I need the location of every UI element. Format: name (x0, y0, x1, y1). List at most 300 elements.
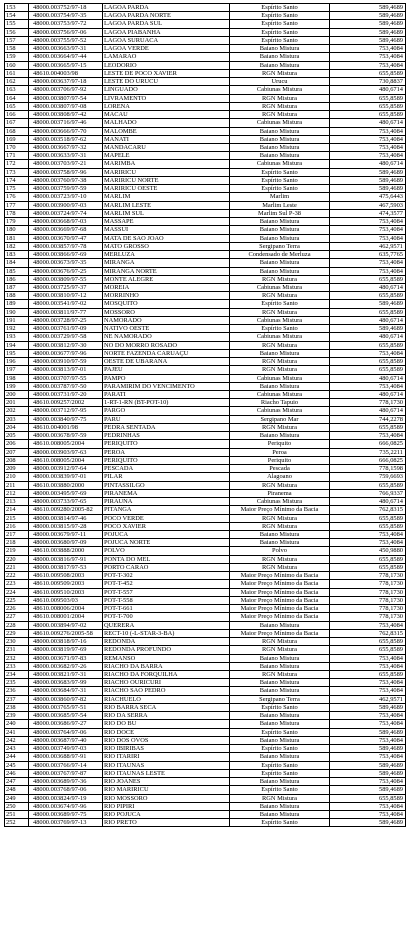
field-name-cell: RIO POJUCA (103, 811, 230, 818)
field-name-cell: POT-T-661 (103, 605, 230, 612)
table-row (5, 753, 406, 761)
table-row (5, 704, 406, 712)
reference-price-cell: 744,2278 (330, 416, 406, 423)
reference-price-cell: 753,4084 (330, 432, 406, 439)
table-row (5, 597, 406, 605)
process-code-cell: 48610.009276/2005-58 (29, 630, 103, 637)
field-name-cell: REDONDA (103, 638, 230, 645)
field-name-cell: PITANGA (103, 506, 230, 513)
reference-price-cell: 480,6714 (330, 119, 406, 126)
reference-price-cell: 753,4084 (330, 811, 406, 818)
table-row (5, 383, 406, 391)
row-number-cell: 217 (5, 531, 29, 538)
process-code-cell: 48000.003541/97-02 (29, 300, 103, 307)
reference-price-cell: 589,4689 (330, 12, 406, 19)
field-name-cell: LAGOA PARDA NORTE (103, 12, 230, 19)
oil-type-cell: Baiano Mistura (230, 712, 330, 719)
table-row (5, 292, 406, 300)
reference-price-cell: 753,4084 (330, 144, 406, 151)
reference-price-cell: 655,8589 (330, 276, 406, 283)
oil-type-cell: Baiano Mistura (230, 753, 330, 760)
reference-price-cell: 655,8589 (330, 358, 406, 365)
oil-type-cell: Maior Preço Mínimo da Bacia (230, 605, 330, 612)
oil-type-cell: Espírito Santo (230, 169, 330, 176)
row-number-cell: 162 (5, 78, 29, 85)
reference-price-cell: 753,4084 (330, 720, 406, 727)
process-code-cell: 48000.003495/97-69 (29, 490, 103, 497)
reference-price-cell: 762,8315 (330, 630, 406, 637)
field-name-cell: LAGOA PARDA (103, 4, 230, 11)
process-code-cell: 48000.003733/97-65 (29, 498, 103, 505)
table-row (5, 712, 406, 720)
field-name-cell: MALHADO (103, 119, 230, 126)
oil-type-cell: Maior Preço Mínimo da Bacia (230, 572, 330, 579)
table-row (5, 309, 406, 317)
oil-type-cell: Alagoano (230, 473, 330, 480)
row-number-cell: 163 (5, 86, 29, 93)
oil-type-cell: Baiano Mistura (230, 679, 330, 686)
process-code-cell: 48000.003689/97-75 (29, 811, 103, 818)
row-number-cell: 219 (5, 547, 29, 554)
field-name-cell: NAMORADO (103, 317, 230, 324)
oil-type-cell: Baiano Mistura (230, 803, 330, 810)
field-name-cell: RIO MARIRICU (103, 786, 230, 793)
reference-price-cell: 655,8589 (330, 292, 406, 299)
row-number-cell: 176 (5, 193, 29, 200)
field-name-cell: MAPELE (103, 152, 230, 159)
table-row (5, 218, 406, 226)
oil-type-cell: RGN Mistura (230, 482, 330, 489)
field-name-cell: RIO ITAUNAS LESTE (103, 770, 230, 777)
oil-type-cell: Baiano Mistura (230, 226, 330, 233)
row-number-cell: 208 (5, 457, 29, 464)
row-number-cell: 187 (5, 284, 29, 291)
process-code-cell: 48610.008005/2004 (29, 457, 103, 464)
oil-type-cell: Baiano Mistura (230, 720, 330, 727)
field-name-cell: MASSUI (103, 226, 230, 233)
process-code-cell: 48000.003679/97-11 (29, 531, 103, 538)
oil-type-cell: RGN Mistura (230, 366, 330, 373)
reference-price-cell: 766,9337 (330, 490, 406, 497)
field-name-cell: PAJEU (103, 366, 230, 373)
field-name-cell: 1-RT-1-RN (BT-POT-10) (103, 399, 230, 406)
reference-price-cell: 753,4084 (330, 737, 406, 744)
process-code-cell: 48000.003633/97-31 (29, 152, 103, 159)
process-code-cell: 48610.003880/2000 (29, 482, 103, 489)
field-name-cell: PARAMIRIM DO VENCIMENTO (103, 383, 230, 390)
process-code-cell: 48000.003664/97-44 (29, 53, 103, 60)
field-name-cell: PAMPO (103, 375, 230, 382)
field-name-cell: MOSQUITO (103, 300, 230, 307)
table-row (5, 646, 406, 654)
table-row (5, 432, 406, 440)
reference-price-cell: 655,8589 (330, 671, 406, 678)
process-code-cell: 48000.003903/97-63 (29, 449, 103, 456)
table-row (5, 440, 406, 448)
reference-price-cell: 778,1730 (330, 613, 406, 620)
row-number-cell: 234 (5, 671, 29, 678)
oil-type-cell: Baiano Mistura (230, 152, 330, 159)
process-code-cell: 48000.003815/97-28 (29, 523, 103, 530)
row-number-cell: 224 (5, 589, 29, 596)
table-row (5, 778, 406, 786)
process-code-cell: 48000.003814/97-46 (29, 515, 103, 522)
process-code-cell: 48000.003808/97-42 (29, 111, 103, 118)
field-name-cell: PIRANEMA (103, 490, 230, 497)
process-code-cell: 48000.003716/97-46 (29, 119, 103, 126)
table-row (5, 572, 406, 580)
table-row (5, 136, 406, 144)
table-row (5, 62, 406, 70)
row-number-cell: 186 (5, 276, 29, 283)
row-number-cell: 158 (5, 45, 29, 52)
oil-type-cell: Baiano Mistura (230, 45, 330, 52)
row-number-cell: 153 (5, 4, 29, 11)
field-name-cell: MIRANGA (103, 259, 230, 266)
row-number-cell: 212 (5, 490, 29, 497)
reference-price-cell: 655,8589 (330, 111, 406, 118)
field-name-cell: OESTE DE UBARANA (103, 358, 230, 365)
reference-price-cell: 655,8589 (330, 309, 406, 316)
reference-price-cell: 753,4084 (330, 45, 406, 52)
reference-price-cell: 480,6714 (330, 86, 406, 93)
row-number-cell: 223 (5, 580, 29, 587)
reference-price-cell: 778,1730 (330, 399, 406, 406)
field-name-cell: POJUCA NORTE (103, 539, 230, 546)
row-number-cell: 240 (5, 720, 29, 727)
row-number-cell: 154 (5, 12, 29, 19)
reference-price-cell: 753,4084 (330, 539, 406, 546)
row-number-cell: 199 (5, 383, 29, 390)
table-row (5, 325, 406, 333)
oil-type-cell: Polvo (230, 547, 330, 554)
table-row (5, 687, 406, 695)
field-name-cell: POJUCA (103, 531, 230, 538)
field-name-cell: PERIQUITO (103, 457, 230, 464)
reference-price-cell: 753,4084 (330, 218, 406, 225)
oil-type-cell: Cabiunas Mistura (230, 498, 330, 505)
process-code-cell: 48000.003760/97-38 (29, 177, 103, 184)
reference-price-cell: 753,4084 (330, 226, 406, 233)
reference-price-cell: 467,5903 (330, 202, 406, 209)
reference-price-cell: 589,4689 (330, 786, 406, 793)
process-code-cell: 48000.003725/97-37 (29, 284, 103, 291)
reference-price-cell: 480,6714 (330, 284, 406, 291)
field-name-cell: LESTE DO URUCU (103, 78, 230, 85)
row-number-cell: 159 (5, 53, 29, 60)
process-code-cell: 48610.008006/2004 (29, 605, 103, 612)
row-number-cell: 213 (5, 498, 29, 505)
oil-type-cell: Cabiunas Mistura (230, 284, 330, 291)
table-row (5, 811, 406, 819)
process-code-cell: 48000.003824/97-19 (29, 795, 103, 802)
reference-price-cell: 480,6714 (330, 333, 406, 340)
row-number-cell: 197 (5, 366, 29, 373)
process-code-cell: 48000.003688/97-91 (29, 753, 103, 760)
reference-price-cell: 655,8589 (330, 342, 406, 349)
process-code-cell: 48000.003706/97-92 (29, 86, 103, 93)
row-number-cell: 170 (5, 144, 29, 151)
row-number-cell: 250 (5, 803, 29, 810)
row-number-cell: 156 (5, 29, 29, 36)
field-name-cell: NO DO MORRO ROSADO (103, 342, 230, 349)
reference-price-cell: 753,4084 (330, 152, 406, 159)
reference-price-cell: 655,8589 (330, 795, 406, 802)
process-code-cell: 48000.003707/97-55 (29, 375, 103, 382)
field-name-cell: RIO MOSSORO (103, 795, 230, 802)
oil-type-cell: Cabiunas Mistura (230, 86, 330, 93)
row-number-cell: 160 (5, 62, 29, 69)
reference-price-cell: 589,4689 (330, 177, 406, 184)
reference-price-cell: 753,4084 (330, 753, 406, 760)
row-number-cell: 195 (5, 350, 29, 357)
table-row (5, 523, 406, 531)
reference-price-cell: 753,4084 (330, 383, 406, 390)
process-code-cell: 48000.003787/97-50 (29, 383, 103, 390)
reference-price-cell: 462,9571 (330, 243, 406, 250)
reference-price-cell: 655,8589 (330, 515, 406, 522)
row-number-cell: 157 (5, 37, 29, 44)
process-code-cell: 48000.003754/97-35 (29, 12, 103, 19)
process-code-cell: 48000.003753/97-72 (29, 20, 103, 27)
field-name-cell: PILAR (103, 473, 230, 480)
table-row (5, 490, 406, 498)
field-name-cell: LIVRAMENTO (103, 95, 230, 102)
row-number-cell: 165 (5, 103, 29, 110)
row-number-cell: 251 (5, 811, 29, 818)
row-number-cell: 172 (5, 160, 29, 167)
field-name-cell: LESTE DE POCO XAVIER (103, 70, 230, 77)
process-code-cell: 48000.003900/97-03 (29, 202, 103, 209)
oil-type-cell: Urucu (230, 78, 330, 85)
oil-type-cell: Pescada (230, 465, 330, 472)
process-code-cell: 48000.003723/97-10 (29, 193, 103, 200)
oil-type-cell: RGN Mistura (230, 111, 330, 118)
process-code-cell: 48000.003764/97-06 (29, 729, 103, 736)
field-name-cell: MOREIA (103, 284, 230, 291)
reference-price-cell: 480,6714 (330, 407, 406, 414)
process-code-cell: 48000.003813/97-01 (29, 366, 103, 373)
process-code-cell: 48000.003767/97-87 (29, 770, 103, 777)
table-row (5, 78, 406, 86)
process-code-cell: 48000.003819/97-69 (29, 646, 103, 653)
row-number-cell: 228 (5, 622, 29, 629)
process-code-cell: 48000.003765/97-51 (29, 704, 103, 711)
table-row (5, 720, 406, 728)
table-row (5, 786, 406, 794)
process-code-cell: 48000.003769/97-13 (29, 819, 103, 826)
table-row (5, 45, 406, 53)
process-code-cell: 48000.003683/97-99 (29, 679, 103, 686)
process-code-cell: 48000.003670/97-47 (29, 235, 103, 242)
row-number-cell: 168 (5, 128, 29, 135)
oil-type-cell: Baiano Mistura (230, 432, 330, 439)
table-row (5, 745, 406, 753)
row-number-cell: 189 (5, 300, 29, 307)
table-row (5, 342, 406, 350)
reference-price-cell: 462,9571 (330, 696, 406, 703)
process-code-cell: 48000.003812/97-30 (29, 342, 103, 349)
oil-type-cell: Espírito Santo (230, 185, 330, 192)
process-code-cell: 48000.003821/97-31 (29, 671, 103, 678)
row-number-cell: 239 (5, 712, 29, 719)
field-name-cell: RIO PRETO (103, 819, 230, 826)
row-number-cell: 216 (5, 523, 29, 530)
process-code-cell: 48000.003749/97-03 (29, 745, 103, 752)
reference-price-cell: 480,6714 (330, 391, 406, 398)
process-code-cell: 48000.003758/97-96 (29, 169, 103, 176)
reference-price-cell: 635,7765 (330, 251, 406, 258)
table-row (5, 202, 406, 210)
field-name-cell: MARIRICU NORTE (103, 177, 230, 184)
table-row (5, 416, 406, 424)
reference-price-cell: 474,3577 (330, 210, 406, 217)
table-row (5, 152, 406, 160)
reference-price-cell: 753,4084 (330, 350, 406, 357)
reference-price-cell: 730,8837 (330, 78, 406, 85)
reference-price-cell: 655,8589 (330, 103, 406, 110)
oil-type-cell: Baiano Mistura (230, 811, 330, 818)
field-name-cell: MARLIM SUL (103, 210, 230, 217)
process-code-cell: 48000.003665/97-15 (29, 62, 103, 69)
table-row (5, 235, 406, 243)
reference-price-cell: 589,4689 (330, 185, 406, 192)
reference-price-cell: 762,8315 (330, 506, 406, 513)
oil-type-cell: Baiano Mistura (230, 687, 330, 694)
reference-price-cell: 589,4689 (330, 819, 406, 826)
reference-price-cell: 480,6714 (330, 498, 406, 505)
reference-price-cell: 589,4689 (330, 4, 406, 11)
row-number-cell: 202 (5, 407, 29, 414)
reference-price-cell: 655,8589 (330, 424, 406, 431)
reference-price-cell: 753,4084 (330, 268, 406, 275)
oil-type-cell: Espírito Santo (230, 177, 330, 184)
reference-price-cell: 778,1730 (330, 605, 406, 612)
row-number-cell: 248 (5, 786, 29, 793)
oil-type-cell: Peroa (230, 449, 330, 456)
field-name-cell: MARIMBA (103, 160, 230, 167)
table-row (5, 605, 406, 613)
table-row (5, 819, 406, 827)
row-number-cell: 210 (5, 473, 29, 480)
process-code-cell: 48000.003685/97-54 (29, 712, 103, 719)
field-name-cell: POT-T-302 (103, 572, 230, 579)
process-code-cell: 48000.003673/97-35 (29, 259, 103, 266)
table-row (5, 696, 406, 704)
field-name-cell: LAMARAO (103, 53, 230, 60)
process-code-cell: 48000.003677/97-96 (29, 350, 103, 357)
reference-price-cell: 655,8589 (330, 638, 406, 645)
field-name-cell: RIACHO SAO PEDRO (103, 687, 230, 694)
table-row (5, 515, 406, 523)
row-number-cell: 204 (5, 424, 29, 431)
reference-price-cell: 753,4084 (330, 235, 406, 242)
oil-type-cell: Baiano Mistura (230, 383, 330, 390)
oil-type-cell: Baiano Mistura (230, 539, 330, 546)
row-number-cell: 246 (5, 770, 29, 777)
row-number-cell: 191 (5, 317, 29, 324)
oil-type-cell: Maior Preço Mínimo da Bacia (230, 597, 330, 604)
row-number-cell: 194 (5, 342, 29, 349)
process-code-cell: 48000.003729/97-58 (29, 333, 103, 340)
reference-price-cell: 753,4084 (330, 778, 406, 785)
row-number-cell: 164 (5, 95, 29, 102)
row-number-cell: 233 (5, 663, 29, 670)
table-row (5, 465, 406, 473)
table-row (5, 128, 406, 136)
process-code-cell: 48000.003669/97-68 (29, 226, 103, 233)
oil-type-cell: Baiano Mistura (230, 531, 330, 538)
row-number-cell: 206 (5, 440, 29, 447)
process-code-cell: 48610.004001/98 (29, 424, 103, 431)
row-number-cell: 173 (5, 169, 29, 176)
field-name-cell: RIO DA SERRA (103, 712, 230, 719)
oil-type-cell: RGN Mistura (230, 103, 330, 110)
row-number-cell: 225 (5, 597, 29, 604)
reference-price-cell: 753,4084 (330, 655, 406, 662)
process-code-cell: 48610.009503/03 (29, 597, 103, 604)
table-row (5, 284, 406, 292)
table-row (5, 276, 406, 284)
row-number-cell: 179 (5, 218, 29, 225)
oil-type-cell: Condensado de Merluza (230, 251, 330, 258)
table-row (5, 424, 406, 432)
row-number-cell: 181 (5, 235, 29, 242)
table-row (5, 4, 406, 12)
process-code-cell: 48000.003663/97-31 (29, 45, 103, 52)
row-number-cell: 230 (5, 638, 29, 645)
process-code-cell: 48000.003761/97-09 (29, 325, 103, 332)
field-name-cell: LAGOA PARDA SUL (103, 20, 230, 27)
oil-type-cell: Cabiunas Mistura (230, 160, 330, 167)
table-row (5, 564, 406, 572)
field-name-cell: RECT-10 (-L-STAR-3-BA) (103, 630, 230, 637)
field-name-cell: MARIRICU (103, 169, 230, 176)
row-number-cell: 188 (5, 292, 29, 299)
oil-type-cell: RGN Mistura (230, 556, 330, 563)
field-name-cell: LINGUADO (103, 86, 230, 93)
oil-type-cell: RGN Mistura (230, 671, 330, 678)
row-number-cell: 222 (5, 572, 29, 579)
field-name-cell: MORRINHO (103, 292, 230, 299)
reference-price-cell: 753,4084 (330, 679, 406, 686)
row-number-cell: 221 (5, 564, 29, 571)
process-code-cell: 48000.003667/97-32 (29, 144, 103, 151)
table-row (5, 407, 406, 415)
reference-price-cell: 778,1730 (330, 572, 406, 579)
field-name-cell: RIO PIPIRI (103, 803, 230, 810)
row-number-cell: 174 (5, 177, 29, 184)
oil-type-cell: Periquito (230, 440, 330, 447)
reference-price-cell: 753,4084 (330, 128, 406, 135)
process-code-cell: 48610.009510/2003 (29, 589, 103, 596)
oil-type-cell: Maior Preço Mínimo da Bacia (230, 613, 330, 620)
table-row (5, 70, 406, 78)
process-code-cell: 48000.003860/97-82 (29, 696, 103, 703)
process-code-cell: 48000.003731/97-20 (29, 391, 103, 398)
table-row (5, 169, 406, 177)
oil-type-cell: RGN Mistura (230, 276, 330, 283)
row-number-cell: 180 (5, 226, 29, 233)
reference-price-cell: 753,4084 (330, 687, 406, 694)
process-code-cell: 48000.003682/97-26 (29, 663, 103, 670)
oil-type-cell: RGN Mistura (230, 646, 330, 653)
process-code-cell: 48000.003518/97-62 (29, 136, 103, 143)
process-code-cell: 48000.003689/97-36 (29, 778, 103, 785)
field-name-cell: PERIQUITO (103, 440, 230, 447)
table-row (5, 185, 406, 193)
field-name-cell: POLVO (103, 547, 230, 554)
